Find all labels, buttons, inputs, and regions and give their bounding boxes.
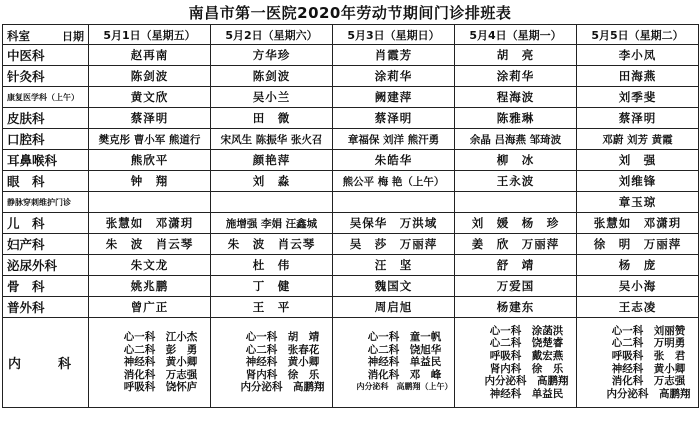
neike-day-cell [89, 318, 211, 408]
date-header-0: 5月1日（星期五） [89, 25, 211, 45]
schedule-cell: 宋风生 陈振华 张火召 [211, 129, 333, 150]
header-row [3, 25, 699, 45]
schedule-cell: 吴保华 万洪域 [333, 213, 455, 234]
dept-name: 眼 科 [3, 171, 89, 192]
schedule-cell: 蔡泽明 [577, 108, 699, 129]
schedule-cell: 田海燕 [577, 66, 699, 87]
dept-name: 普外科 [3, 297, 89, 318]
neike-day-cell [577, 318, 699, 408]
schedule-cell: 杨建东 [455, 297, 577, 318]
duty-line: 肾内科 徐 乐 [245, 368, 320, 381]
schedule-cell: 陈雅琳 [455, 108, 577, 129]
schedule-cell: 柳 冰 [455, 150, 577, 171]
duty-line: 心一科 涂菡洪 [489, 324, 564, 337]
schedule-cell: 赵再南 [89, 45, 211, 66]
dept-name: 皮肤科 [3, 108, 89, 129]
schedule-cell: 张慧如 邓潇玥 [89, 213, 211, 234]
duty-line: 内分泌科 高鹏翔 [484, 375, 569, 388]
schedule-cell: 朱文龙 [89, 255, 211, 276]
table-row [3, 129, 699, 150]
schedule-cell: 钟 翔 [89, 171, 211, 192]
duty-line: 心二科 饶楚睿 [489, 337, 564, 350]
duty-line: 神经科 黄小卿 [611, 362, 686, 375]
duty-line: 心二科 万明勇 [611, 337, 686, 350]
duty-line: 心二科 饶旭华 [367, 343, 442, 356]
neike-row [3, 318, 699, 408]
dept-name: 泌尿外科 [3, 255, 89, 276]
schedule-cell: 曾广正 [89, 297, 211, 318]
table-row [3, 108, 699, 129]
schedule-cell: 熊公平 梅 艳（上午） [333, 171, 455, 192]
schedule-cell: 方华珍 [211, 45, 333, 66]
dept-name-neike: 内 科 [3, 318, 89, 408]
dept-name: 针灸科 [3, 66, 89, 87]
schedule-cell: 程海波 [455, 87, 577, 108]
schedule-cell: 杜 伟 [211, 255, 333, 276]
neike-day-cell [455, 318, 577, 408]
table-row [3, 87, 699, 108]
duty-line: 心一科 童一帆 [367, 331, 442, 344]
duty-line: 内分泌科 高鹏翔 [606, 387, 691, 400]
schedule-cell: 施增强 李娟 汪鑫城 [211, 213, 333, 234]
duty-line: 内分泌科 高鹏翔 [240, 381, 325, 394]
duty-line: 心一科 江小杰 [123, 331, 198, 344]
schedule-cell: 姚兆鹏 [89, 276, 211, 297]
schedule-cell: 徐 明 万丽萍 [577, 234, 699, 255]
schedule-cell: 田 微 [211, 108, 333, 129]
schedule-cell: 舒 靖 [455, 255, 577, 276]
neike-day-cell [211, 318, 333, 408]
schedule-cell: 朱 波 肖云琴 [89, 234, 211, 255]
schedule-cell [211, 192, 333, 213]
duty-line: 神经科 单益民 [489, 387, 564, 400]
duty-line: 神经科 黄小卿 [123, 356, 198, 369]
schedule-cell [333, 192, 455, 213]
dept-name: 康复医学科（上午） [3, 87, 89, 108]
duty-line: 心一科 胡 靖 [245, 331, 320, 344]
schedule-table [2, 24, 699, 408]
table-row [3, 66, 699, 87]
duty-line: 神经科 黄小卿 [245, 356, 320, 369]
table-row [3, 276, 699, 297]
schedule-cell: 刘 淼 [211, 171, 333, 192]
schedule-cell: 刘 强 [577, 150, 699, 171]
schedule-cell: 姜 欣 万丽萍 [455, 234, 577, 255]
schedule-cell: 汪 坚 [333, 255, 455, 276]
schedule-cell: 王志凌 [577, 297, 699, 318]
duty-line: 心二科 张春花 [245, 343, 320, 356]
schedule-cell: 陈剑波 [89, 66, 211, 87]
corner-cell [3, 25, 89, 45]
schedule-cell [455, 192, 577, 213]
duty-line: 神经科 单益民 [367, 356, 442, 369]
schedule-cell: 吴小海 [577, 276, 699, 297]
dept-name: 中医科 [3, 45, 89, 66]
schedule-cell [89, 192, 211, 213]
date-header-4: 5月5日（星期二） [577, 25, 699, 45]
dept-header-label: 科室 [7, 29, 30, 43]
schedule-cell: 张慧如 邓潇玥 [577, 213, 699, 234]
date-header-3: 5月4日（星期一） [455, 25, 577, 45]
page-title: 南昌市第一医院2020年劳动节期间门诊排班表 [188, 4, 512, 22]
duty-line: 呼吸科 饶怀庐 [123, 381, 198, 394]
schedule-cell: 杨 庞 [577, 255, 699, 276]
duty-line: 呼吸科 张 君 [611, 349, 686, 362]
dept-name: 骨 科 [3, 276, 89, 297]
schedule-cell: 丁 健 [211, 276, 333, 297]
date-header-label: 日期 [62, 30, 84, 43]
schedule-cell: 章玉琼 [577, 192, 699, 213]
schedule-cell: 蔡泽明 [89, 108, 211, 129]
schedule-cell: 熊欣平 [89, 150, 211, 171]
schedule-cell: 黄文欣 [89, 87, 211, 108]
schedule-cell: 朱皓华 [333, 150, 455, 171]
duty-line: 内分泌科 高鹏翔（上午） [356, 382, 453, 392]
schedule-cell: 樊克彤 曹小军 熊道行 [89, 129, 211, 150]
dept-name: 儿 科 [3, 213, 89, 234]
table-row [3, 297, 699, 318]
schedule-cell: 刘季斐 [577, 87, 699, 108]
schedule-cell: 阙建萍 [333, 87, 455, 108]
date-header-2: 5月3日（星期日） [333, 25, 455, 45]
schedule-cell: 涂莉华 [333, 66, 455, 87]
schedule-cell: 刘 媛 杨 珍 [455, 213, 577, 234]
schedule-cell: 余晶 吕海燕 邹琦波 [455, 129, 577, 150]
schedule-cell: 陈剑波 [211, 66, 333, 87]
table-row [3, 150, 699, 171]
duty-line: 心二科 彭 勇 [123, 343, 198, 356]
schedule-cell: 涂莉华 [455, 66, 577, 87]
table-row [3, 192, 699, 213]
schedule-cell: 周启旭 [333, 297, 455, 318]
neike-day-cell [333, 318, 455, 408]
schedule-cell: 章福保 刘洋 熊汗勇 [333, 129, 455, 150]
schedule-cell: 邓蔚 刘芳 黄霞 [577, 129, 699, 150]
schedule-cell: 魏国文 [333, 276, 455, 297]
dept-name: 妇产科 [3, 234, 89, 255]
table-row [3, 255, 699, 276]
duty-line: 消化科 邓 峰 [367, 368, 442, 381]
table-row [3, 213, 699, 234]
schedule-cell: 刘维锋 [577, 171, 699, 192]
schedule-cell: 王 平 [211, 297, 333, 318]
schedule-cell: 蔡泽明 [333, 108, 455, 129]
schedule-cell: 朱 波 肖云琴 [211, 234, 333, 255]
duty-line: 心一科 刘丽赞 [611, 324, 686, 337]
date-header-1: 5月2日（星期六） [211, 25, 333, 45]
table-row [3, 171, 699, 192]
schedule-cell: 颜艳萍 [211, 150, 333, 171]
schedule-cell: 李小凤 [577, 45, 699, 66]
table-row [3, 45, 699, 66]
schedule-cell: 万爱国 [455, 276, 577, 297]
schedule-cell: 王永波 [455, 171, 577, 192]
dept-name: 静脉穿刺维护门诊 [3, 192, 89, 213]
duty-line: 消化科 万志强 [611, 375, 686, 388]
duty-line: 肾内科 徐 乐 [489, 362, 564, 375]
schedule-cell: 吴小兰 [211, 87, 333, 108]
schedule-cell: 吴 莎 万丽萍 [333, 234, 455, 255]
dept-name: 口腔科 [3, 129, 89, 150]
schedule-cell: 胡 亮 [455, 45, 577, 66]
dept-name: 耳鼻喉科 [3, 150, 89, 171]
schedule-cell: 肖霞芳 [333, 45, 455, 66]
table-row [3, 234, 699, 255]
duty-line: 消化科 万志强 [123, 368, 198, 381]
duty-line: 呼吸科 戴宏燕 [489, 349, 564, 362]
